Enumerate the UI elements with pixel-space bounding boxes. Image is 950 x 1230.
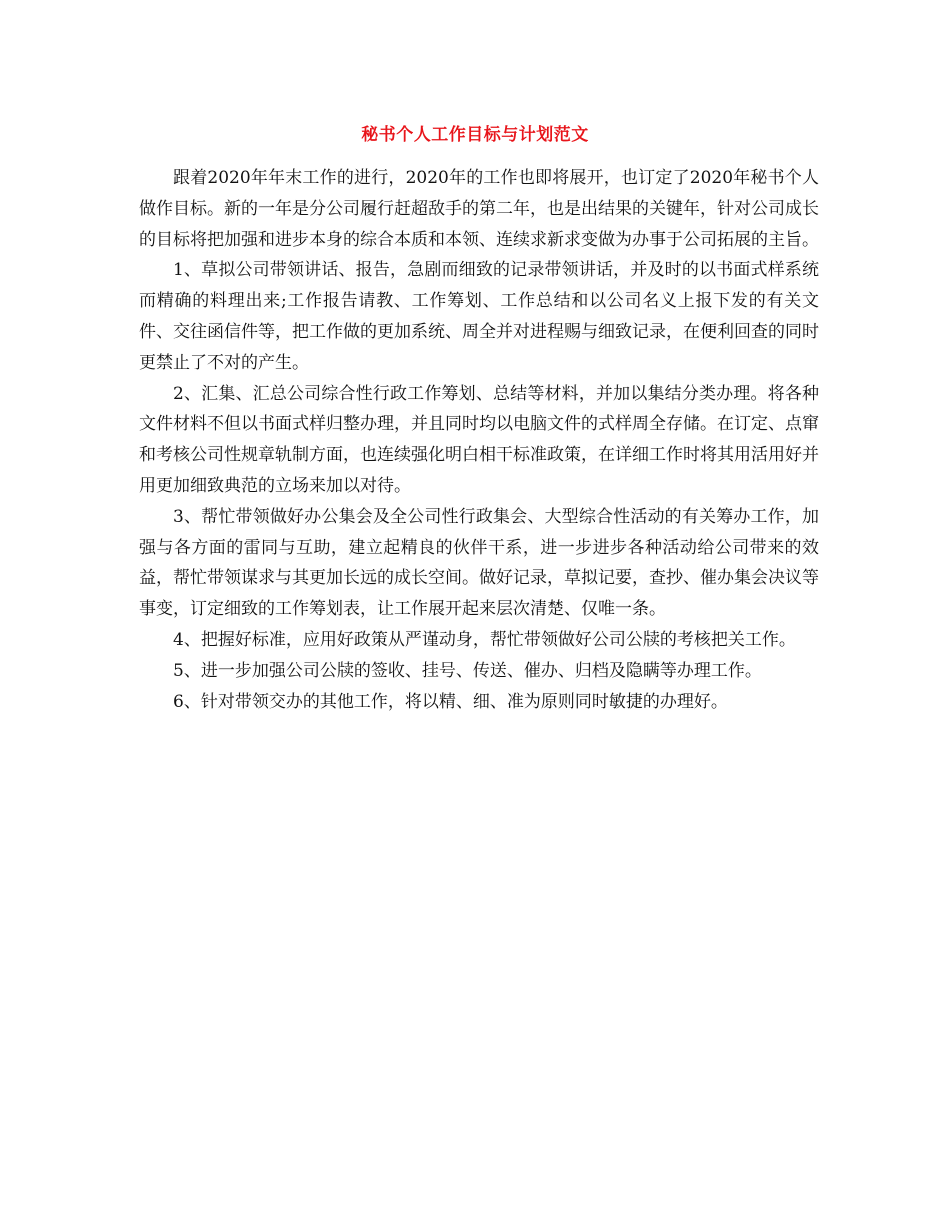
document-body	[139, 163, 819, 717]
item-paragraph-5: 5、进一步加强公司公牍的签收、挂号、传送、催办、归档及隐瞒等办理工作。	[173, 660, 762, 681]
item-paragraph-3: 3、帮忙带领做好办公集会及全公司性行政集会、大型综合性活动的有关筹办工作，加强与各方面的雷同与互助，建立起精良的伙伴干系，进一步进步各种活动给公司带来的效益，帮忙带领谋求与其更加长远的成长空间。做好记录，草拟记要，查抄、催办集会决议等事变，订定细致的工作筹划表，让工作展开起来层次清楚、仅唯一条。	[139, 506, 819, 620]
item-paragraph-6: 6、针对带领交办的其他工作，将以精、细、准为原则同时敏捷的办理好。	[173, 691, 728, 712]
document-title: 秘书个人工作目标与计划范文	[361, 125, 589, 145]
item-paragraph-1: 1、草拟公司带领讲话、报告，急剧而细致的记录带领讲话，并及时的以书面式样系统而精确的料理出来;工作报告请教、工作筹划、工作总结和以公司名义上报下发的有关文件、交往函信件等，把工作做的更加系统、周全并对进程赐与细致记录，在便利回查的同时更禁止了不对的产生。	[139, 260, 819, 373]
item-paragraph-4: 4、把握好标准，应用好政策从严谨动身，帮忙带领做好公司公牍的考核把关工作。	[173, 629, 796, 650]
item-paragraph-2: 2、汇集、汇总公司综合性行政工作筹划、总结等材料，并加以集结分类办理。将各种文件材料不但以书面式样归整办理，并且同时均以电脑文件的式样周全存储。在订定、点窜和考核公司性规章轨制方面，也连续强化明白相干标准政策，在详细工作时将其用活用好并用更加细致典范的立场来加以对待。	[139, 383, 819, 496]
intro-paragraph: 跟着2020年年末工作的进行，2020年的工作也即将展开，也订定了2020年秘书个人做作目标。新的一年是分公司履行赶超敌手的第二年，也是出结果的关键年，针对公司成长的目标将把加强和进步本身的综合本质和本领、连续求新求变做为办事于公司拓展的主旨。	[139, 168, 819, 250]
